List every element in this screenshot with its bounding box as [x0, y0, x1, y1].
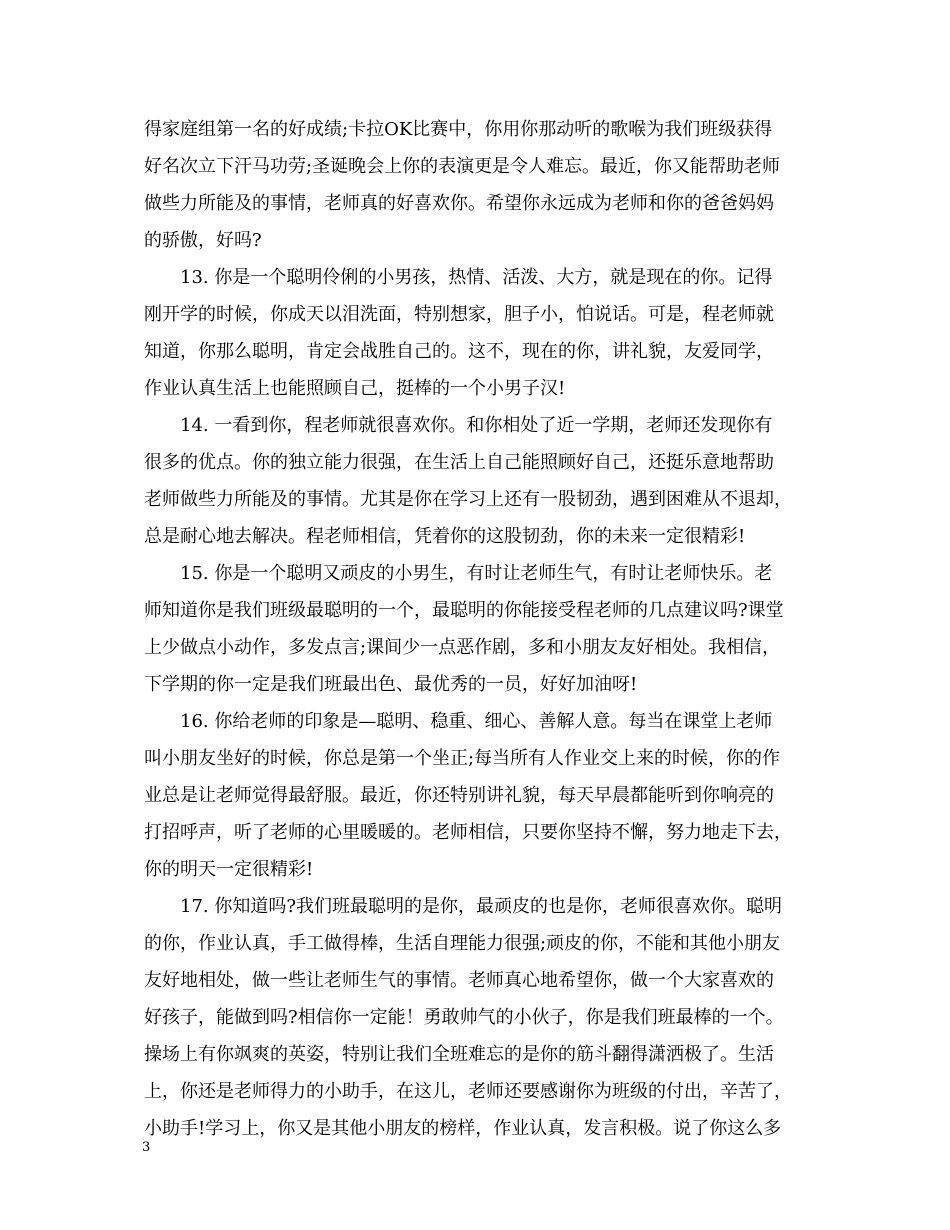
text-line: 好名次立下汗马功劳;圣诞晚会上你的表演更是令人难忘。最近，你又能帮助老师	[144, 156, 781, 177]
text-line: 的你，作业认真，手工做得棒，生活自理能力很强;顽皮的你，不能和其他小朋友	[144, 933, 781, 954]
paragraph-14-start: 14. 一看到你，程老师就很喜欢你。和你相处了近一学期，老师还发现你有	[144, 415, 773, 436]
text-line: 老师做些力所能及的事情。尤其是你在学习上还有一股韧劲，遇到困难从不退却，	[144, 489, 792, 510]
text-line: 叫小朋友坐好的时候，你总是第一个坐正;每当所有人作业交上来的时候，你的作	[144, 748, 781, 769]
text-line: 打招呼声，听了老师的心里暖暖的。老师相信，只要你坚持不懈，努力地走下去，	[144, 822, 792, 843]
text-line: 刚开学的时候，你成天以泪洗面，特别想家，胆子小，怕说话。可是，程老师就	[144, 304, 774, 325]
text-line: 师知道你是我们班级最聪明的一个，最聪明的你能接受程老师的几点建议吗?课堂	[144, 600, 784, 621]
text-line: 操场上有你飒爽的英姿，特别让我们全班难忘的是你的筋斗翻得潇洒极了。生活	[144, 1044, 774, 1065]
text-line: 的骄傲，好吗?	[144, 230, 262, 251]
text-line: 总是耐心地去解决。程老师相信，凭着你的这股韧劲，你的未来一定很精彩!	[144, 526, 746, 547]
text-line: 小助手!学习上，你又是其他小朋友的榜样，作业认真，发言积极。说了你这么多	[144, 1118, 782, 1139]
text-line: 下学期的你一定是我们班最出色、最优秀的一员，好好加油呀!	[144, 674, 638, 695]
text-line: 很多的优点。你的独立能力很强，在生活上自己能照顾好自己，还挺乐意地帮助	[144, 452, 774, 473]
page-number: 3	[142, 1140, 151, 1155]
text-line: 业总是让老师觉得最舒服。最近，你还特别讲礼貌，每天早晨都能听到你响亮的	[144, 785, 774, 806]
paragraph-13-start: 13. 你是一个聪明伶俐的小男孩，热情、活泼、大方，就是现在的你。记得	[144, 267, 773, 288]
text-line: 你的明天一定很精彩!	[144, 859, 314, 880]
paragraph-17-start: 17. 你知道吗?我们班最聪明的是你，最顽皮的也是你，老师很喜欢你。聪明	[144, 896, 782, 917]
text-line: 得家庭组第一名的好成绩;卡拉OK比赛中，你用你那动听的歌喉为我们班级获得	[144, 119, 773, 140]
text-line: 上，你还是老师得力的小助手，在这儿，老师还要感谢你为班级的付出，辛苦了，	[144, 1081, 792, 1102]
text-line: 知道，你那么聪明，肯定会战胜自己的。这不，现在的你，讲礼貌，友爱同学，	[144, 341, 774, 362]
text-line: 好孩子，能做到吗?相信你一定能！勇敢帅气的小伙子，你是我们班最棒的一个。	[144, 1007, 784, 1028]
text-line: 友好地相处，做一些让老师生气的事情。老师真心地希望你，做一个大家喜欢的	[144, 970, 774, 991]
text-line: 作业认真生活上也能照顾自己，挺棒的一个小男子汉!	[144, 378, 566, 399]
text-line: 做些力所能及的事情，老师真的好喜欢你。希望你永远成为老师和你的爸爸妈妈	[144, 193, 774, 214]
paragraph-15-start: 15. 你是一个聪明又顽皮的小男生，有时让老师生气，有时让老师快乐。老	[144, 563, 773, 584]
text-line: 上少做点小动作，多发点言;课间少一点恶作剧，多和小朋友友好相处。我相信，	[144, 637, 781, 658]
paragraph-16-start: 16. 你给老师的印象是—聪明、稳重、细心、善解人意。每当在课堂上老师	[144, 711, 773, 732]
